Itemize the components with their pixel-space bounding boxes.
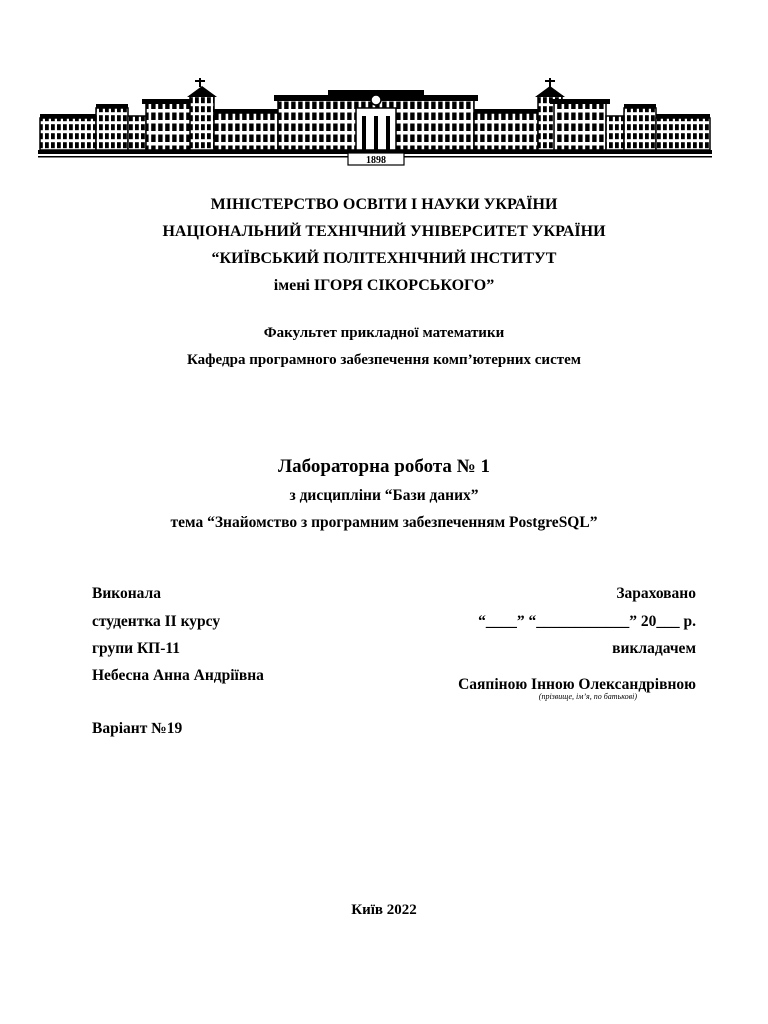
- university-building-logo: [38, 78, 712, 170]
- chair-line: Кафедра програмного забезпечення комп’ютерних систем: [187, 352, 581, 368]
- faculty-line: Факультет прикладної математики: [263, 325, 505, 341]
- variant-label: Варіант №19: [92, 720, 183, 737]
- city-year: Київ 2022: [351, 902, 417, 918]
- group-label: групи КП-11: [92, 640, 181, 657]
- topic-line: тема “Знайомство з програмним забезпеченням PostgreSQL”: [170, 514, 598, 531]
- discipline-line: з дисципліни “Бази даних”: [289, 487, 479, 504]
- done-by-label: Виконала: [92, 585, 162, 602]
- teacher-name-note: (прізвище, ім’я, по батькові): [538, 692, 637, 701]
- named-after-line: імені ІГОРЯ СІКОРСЬКОГО”: [273, 277, 495, 294]
- work-title: Лабораторна робота № 1: [277, 456, 491, 477]
- ministry-line: МІНІСТЕРСТВО ОСВІТИ І НАУКИ УКРАЇНИ: [210, 196, 558, 213]
- date-line: “____” “____________” 20___ р.: [478, 613, 696, 630]
- student-name: Небесна Анна Андріївна: [92, 667, 264, 684]
- course-label: студентка ІІ курсу: [92, 613, 221, 630]
- by-teacher-label: викладачем: [612, 640, 696, 657]
- accepted-label: Зараховано: [616, 585, 696, 602]
- institute-line: “КИЇВСЬКИЙ ПОЛІТЕХНІЧНИЙ ІНСТИТУТ: [211, 250, 557, 267]
- university-line: НАЦІОНАЛЬНИЙ ТЕХНІЧНИЙ УНІВЕРСИТЕТ УКРАЇНИ: [162, 223, 606, 240]
- logo-year: 1898: [366, 155, 386, 166]
- teacher-name: Саяпіною Інною Олександрівною: [458, 676, 696, 693]
